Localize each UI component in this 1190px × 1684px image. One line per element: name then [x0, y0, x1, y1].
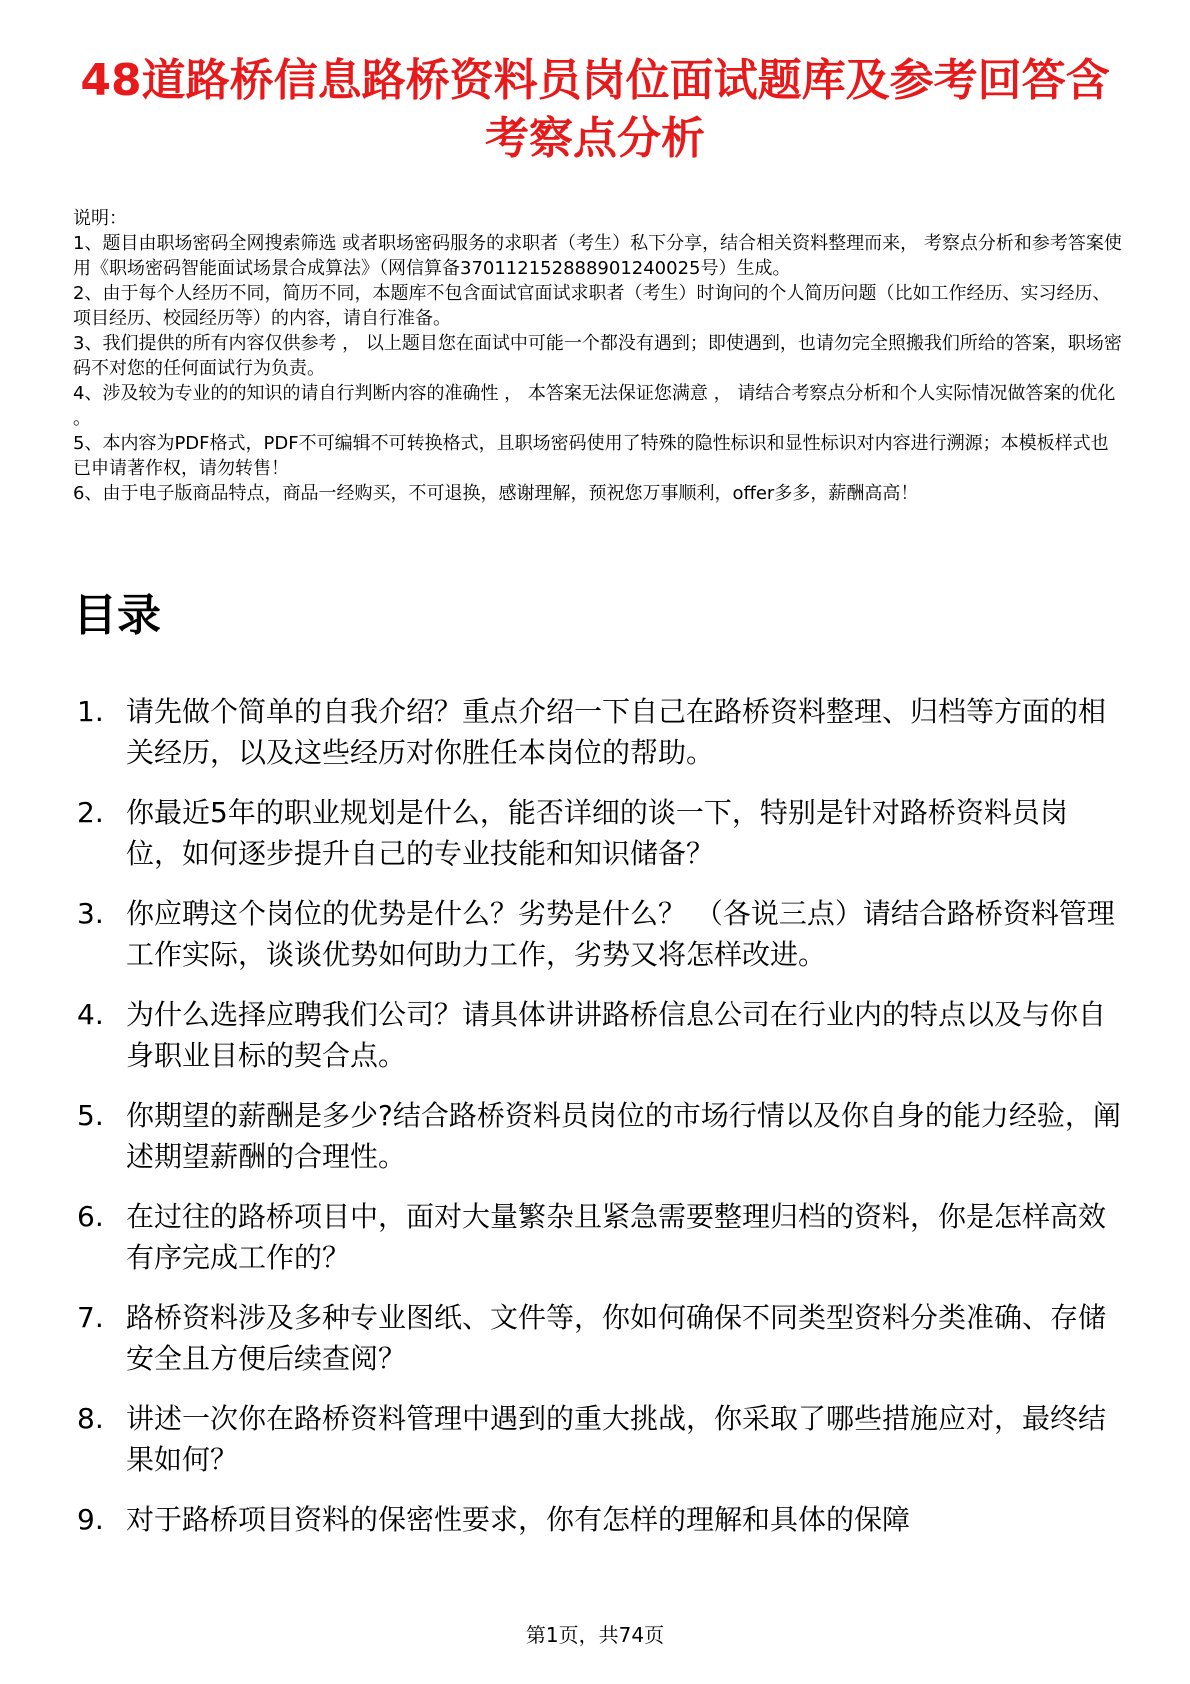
toc-item-number: 8. [77, 1402, 104, 1435]
toc-item-text: 在过往的路桥项目中，面对大量繁杂且紧急需要整理归档的资料，你是怎样高效有序完成工作的？ [126, 1200, 1107, 1274]
toc-item-1[interactable] [73, 691, 1123, 773]
note-item-1: 1、题目由职场密码全网搜索筛选 或者职场密码服务的求职者（考生）私下分享，结合相关资料整理而来， 考察点分析和参考答案使用《职场密码智能面试场景合成算法》（网信算备370112152888901240025号）生成。 [73, 233, 1122, 279]
toc-item-5[interactable] [73, 1095, 1123, 1177]
toc-item-4[interactable] [73, 994, 1123, 1076]
toc-item-text: 讲述一次你在路桥资料管理中遇到的重大挑战，你采取了哪些措施应对，最终结果如何？ [126, 1402, 1107, 1476]
document-title: 48道路桥信息路桥资料员岗位面试题库及参考回答含考察点分析 [80, 55, 1110, 164]
toc-item-7[interactable] [73, 1297, 1123, 1379]
toc-item-3[interactable] [73, 893, 1123, 975]
toc-item-text: 你最近5年的职业规划是什么，能否详细的谈一下，特别是针对路桥资料员岗位，如何逐步提升自己的专业技能和知识储备？ [126, 796, 1068, 870]
toc-item-text: 你应聘这个岗位的优势是什么？劣势是什么？ （各说三点）请结合路桥资料管理工作实际，谈谈优势如何助力工作，劣势又将怎样改进。 [126, 897, 1115, 971]
toc-item-text: 为什么选择应聘我们公司？请具体讲讲路桥信息公司在行业内的特点以及与你自身职业目标的契合点。 [126, 998, 1107, 1072]
toc-list [73, 691, 1123, 1559]
toc-item-number: 9. [77, 1503, 104, 1536]
toc-item-8[interactable] [73, 1398, 1123, 1480]
note-item-6: 6、由于电子版商品特点，商品一经购买，不可退换，感谢理解，预祝您万事顺利，offer多多，薪酬高高！ [73, 483, 919, 504]
note-item-4: 4、涉及较为专业的的知识的请自行判断内容的准确性 ， 本答案无法保证您满意 ， 请结合考察点分析和个人实际情况做答案的优化 。 [73, 383, 1116, 429]
toc-item-9[interactable] [73, 1499, 1123, 1540]
note-item-5: 5、本内容为PDF格式，PDF不可编辑不可转换格式，且职场密码使用了特殊的隐性标识和显性标识对内容进行溯源；本模板样式也已申请著作权，请勿转售！ [73, 433, 1109, 479]
toc-item-number: 4. [77, 998, 104, 1031]
toc-item-number: 3. [77, 897, 104, 930]
toc-item-number: 5. [77, 1099, 104, 1132]
toc-item-number: 7. [77, 1301, 104, 1334]
notes-section [73, 206, 1123, 506]
toc-item-text: 对于路桥项目资料的保密性要求，你有怎样的理解和具体的保障 [126, 1503, 911, 1536]
page-number-footer: 第1页，共74页 [525, 1623, 665, 1647]
note-item-2: 2、由于每个人经历不同，简历不同，本题库不包含面试官面试求职者（考生）时询问的个人简历问题（比如工作经历、实习经历、项目经历、校园经历等）的内容，请自行准备。 [73, 283, 1111, 329]
toc-item-2[interactable] [73, 792, 1123, 874]
note-item-3: 3、我们提供的所有内容仅供参考 ， 以上题目您在面试中可能一个都没有遇到；即使遇到，也请勿完全照搬我们所给的答案，职场密码不对您的任何面试行为负责。 [73, 333, 1122, 379]
toc-item-text: 路桥资料涉及多种专业图纸、文件等，你如何确保不同类型资料分类准确、存储安全且方便后续查阅？ [126, 1301, 1107, 1375]
toc-heading: 目录 [73, 590, 161, 641]
toc-item-number: 1. [77, 695, 104, 728]
toc-item-text: 你期望的薪酬是多少?结合路桥资料员岗位的市场行情以及你自身的能力经验，阐述期望薪酬的合理性。 [126, 1099, 1121, 1173]
toc-item-text: 请先做个简单的自我介绍？重点介绍一下自己在路桥资料整理、归档等方面的相关经历，以及这些经历对你胜任本岗位的帮助。 [126, 695, 1107, 769]
notes-label: 说明： [73, 208, 127, 229]
toc-item-number: 2. [77, 796, 104, 829]
toc-item-6[interactable] [73, 1196, 1123, 1278]
toc-item-number: 6. [77, 1200, 104, 1233]
